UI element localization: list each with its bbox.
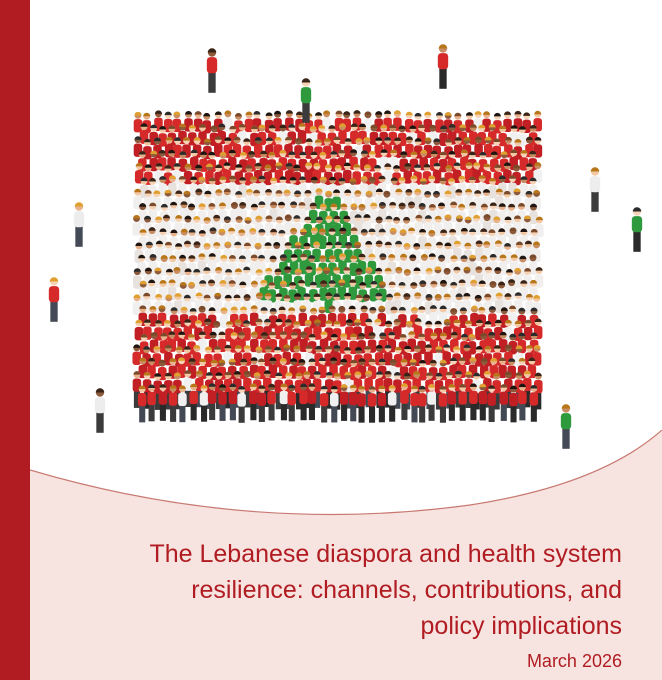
person-figure xyxy=(438,44,448,89)
person-figure xyxy=(488,178,497,199)
person-figure xyxy=(468,152,477,173)
person-figure xyxy=(480,204,489,225)
report-title-line: resilience: channels, contributions, and xyxy=(191,576,622,604)
person-figure xyxy=(509,334,518,355)
flag-crowd-illustration xyxy=(30,0,662,480)
person-figure xyxy=(632,207,642,252)
person-figure xyxy=(338,178,347,199)
person-figure xyxy=(449,282,458,303)
person-figure xyxy=(358,204,367,225)
person-figure xyxy=(133,294,142,315)
person-figure xyxy=(74,202,84,246)
person-figure xyxy=(49,277,59,322)
person-figure xyxy=(355,294,364,315)
report-title-line: The Lebanese diaspora and health system xyxy=(149,540,622,568)
person-figure xyxy=(207,48,217,93)
person-figure xyxy=(95,388,105,432)
person-figure xyxy=(514,139,523,160)
crowd-flag xyxy=(132,110,543,423)
person-figure xyxy=(301,78,311,123)
person-figure xyxy=(203,243,212,264)
person-figure xyxy=(512,165,521,186)
person-figure xyxy=(590,167,600,212)
person-figure xyxy=(344,138,353,159)
person-figure xyxy=(273,347,282,368)
title-block xyxy=(82,536,622,672)
person-figure xyxy=(504,217,513,238)
person-figure xyxy=(513,268,522,289)
person-figure xyxy=(269,308,278,329)
person-figure xyxy=(134,112,143,133)
report-date: March 2026 xyxy=(526,651,622,671)
person-figure xyxy=(444,190,453,211)
person-figure xyxy=(164,165,173,186)
person-figure xyxy=(468,334,477,355)
left-accent-bar xyxy=(0,0,30,680)
person-figure xyxy=(142,113,151,134)
person-figure xyxy=(418,360,427,381)
report-title xyxy=(82,536,622,644)
person-figure xyxy=(244,217,253,238)
report-title-line: policy implications xyxy=(420,612,622,640)
